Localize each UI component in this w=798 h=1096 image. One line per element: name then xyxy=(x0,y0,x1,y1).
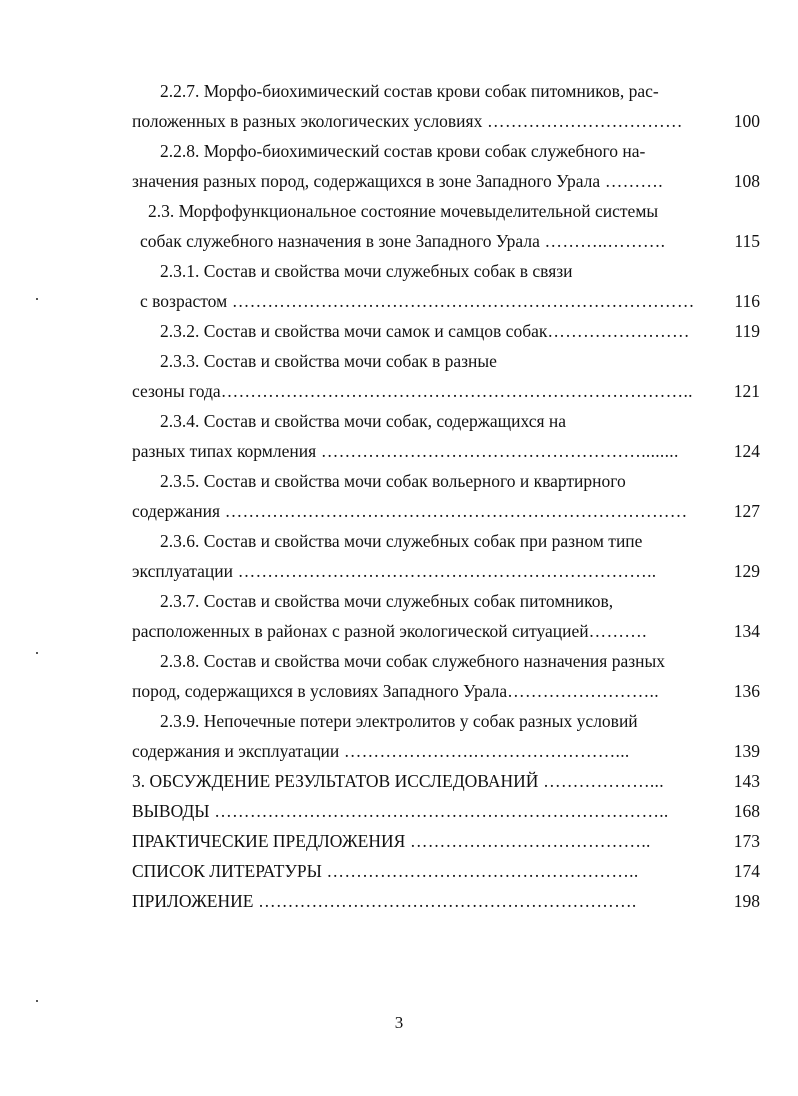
toc-line xyxy=(160,586,788,616)
toc-line xyxy=(160,76,788,106)
toc-entry-text: собак служебного назначения в зоне Западного Урала xyxy=(140,231,540,251)
toc-entry-text: 2.3.1. Состав и свойства мочи служебных собак в связи xyxy=(160,261,573,281)
toc-entry-text: эксплуатации xyxy=(132,561,234,581)
page-number: 3 xyxy=(394,1013,404,1032)
dot-leader: …………………….. xyxy=(507,681,659,701)
toc-line xyxy=(160,706,788,736)
dot-leader: ………………... xyxy=(538,771,664,791)
dot-leader: ………………………………………………………. xyxy=(253,891,637,911)
toc-line xyxy=(160,136,788,166)
toc-entry-text: 2.2.7. Морфо-биохимический состав крови собак питомников, рас- xyxy=(160,81,659,101)
toc-entry-text: 2.3.8. Состав и свойства мочи собак служебного назначения разных xyxy=(160,651,666,671)
toc-page-number: 143 xyxy=(733,771,760,791)
dot-leader: …………………………………………………………….. xyxy=(233,561,657,581)
toc-line xyxy=(132,436,710,466)
toc-line xyxy=(140,286,710,316)
toc-page-number: 134 xyxy=(733,621,760,641)
toc-entry-text: 2.3.3. Состав и свойства мочи собак в разные xyxy=(160,351,497,371)
toc-line xyxy=(160,316,710,346)
toc-line xyxy=(132,796,710,826)
dot-leader: ………………………………….. xyxy=(405,831,651,851)
toc-entry-text: ПРИЛОЖЕНИЕ xyxy=(132,891,254,911)
toc-entry-text: 2.3.5. Состав и свойства мочи собак вольерного и квартирного xyxy=(160,471,626,491)
toc-line xyxy=(160,346,788,376)
toc-entry-text: 2.3.6. Состав и свойства мочи служебных собак при разном типе xyxy=(160,531,643,551)
dot-leader: …………………………………………………………………… xyxy=(220,501,688,521)
toc-line xyxy=(132,556,710,586)
toc-entry-text: расположенных в районах с разной экологической ситуацией xyxy=(132,621,589,641)
toc-page-number: 129 xyxy=(733,561,760,581)
toc-page-number: 198 xyxy=(733,891,760,911)
toc-entry-text: ВЫВОДЫ xyxy=(132,801,210,821)
dot-leader: …………………………… xyxy=(482,111,683,131)
scan-speck xyxy=(36,298,38,300)
toc-entry-text: 2.3.2. Состав и свойства мочи самок и самцов собак xyxy=(160,321,548,341)
toc-line xyxy=(132,616,692,646)
toc-line xyxy=(132,676,700,706)
toc-entry-text: значения разных пород, содержащихся в зоне Западного Урала xyxy=(132,171,601,191)
toc-page-number: 173 xyxy=(733,831,760,851)
dot-leader: ………. xyxy=(588,621,647,641)
toc-page-number: 116 xyxy=(734,291,760,311)
toc-page-number: 136 xyxy=(733,681,760,701)
toc-line xyxy=(160,526,788,556)
toc-entry-text: положенных в разных экологических условиях xyxy=(132,111,483,131)
toc-line xyxy=(132,496,710,526)
toc-page-number: 115 xyxy=(734,231,760,251)
toc-page-number: 139 xyxy=(733,741,760,761)
dot-leader: ………..………. xyxy=(539,231,666,251)
toc-entry-text: с возрастом xyxy=(140,291,228,311)
dot-leader: …………………………………………….. xyxy=(321,861,639,881)
toc-page-number: 121 xyxy=(733,381,760,401)
toc-page-number: 168 xyxy=(733,801,760,821)
toc-entry-text: 3. ОБСУЖДЕНИЕ РЕЗУЛЬТАТОВ ИССЛЕДОВАНИЙ xyxy=(132,771,539,791)
toc-line xyxy=(160,646,788,676)
toc-entry-text: разных типах кормления xyxy=(132,441,317,461)
toc-entry-text: содержания и эксплуатации xyxy=(132,741,340,761)
toc-line xyxy=(160,466,788,496)
dot-leader: …………………………………………………………………….. xyxy=(220,381,693,401)
toc-page-number: 119 xyxy=(734,321,760,341)
toc-line xyxy=(132,826,710,856)
toc-line xyxy=(148,196,776,226)
toc-entry-text: 2.2.8. Морфо-биохимический состав крови собак служебного на- xyxy=(160,141,646,161)
toc-entry-text: 2.3.4. Состав и свойства мочи собак, содержащихся на xyxy=(160,411,567,431)
toc-line xyxy=(132,856,710,886)
toc-entry-text: 2.3.9. Непочечные потери электролитов у собак разных условий xyxy=(160,711,638,731)
toc-line xyxy=(132,376,710,406)
toc-line xyxy=(132,166,760,196)
toc-line xyxy=(132,736,710,766)
toc-line xyxy=(132,886,710,916)
toc-line xyxy=(132,106,760,136)
toc-entry-text: содержания xyxy=(132,501,221,521)
toc-line xyxy=(140,226,760,256)
scan-speck xyxy=(36,1000,38,1002)
toc-page-number: 124 xyxy=(733,441,760,461)
dot-leader: ………………………………………………........ xyxy=(316,441,679,461)
toc-line xyxy=(160,406,788,436)
dot-leader: …………………… xyxy=(547,321,690,341)
dot-leader: ………. xyxy=(600,171,663,191)
dot-leader: ………………….……………………... xyxy=(339,741,630,761)
dot-leader: …………………………………………………………………… xyxy=(227,291,695,311)
toc-entry-text: ПРАКТИЧЕСКИЕ ПРЕДЛОЖЕНИЯ xyxy=(132,831,406,851)
scan-speck xyxy=(36,652,38,654)
toc-page-number: 108 xyxy=(733,171,760,191)
toc-entry-text: 2.3.7. Состав и свойства мочи служебных собак питомников, xyxy=(160,591,614,611)
toc-entry-text: пород, содержащихся в условиях Западного Урала xyxy=(132,681,508,701)
toc-entry-text: сезоны года xyxy=(132,381,221,401)
toc-page-number: 100 xyxy=(733,111,760,131)
toc-line xyxy=(160,256,788,286)
toc-entry-text: СПИСОК ЛИТЕРАТУРЫ xyxy=(132,861,322,881)
dot-leader: ………………………………………………………………….. xyxy=(209,801,669,821)
toc-page-number: 127 xyxy=(733,501,760,521)
toc-page-number: 174 xyxy=(733,861,760,881)
toc-line xyxy=(132,766,710,796)
toc-entry-text: 2.3. Морфофункциональное состояние мочевыделительной системы xyxy=(148,201,659,221)
